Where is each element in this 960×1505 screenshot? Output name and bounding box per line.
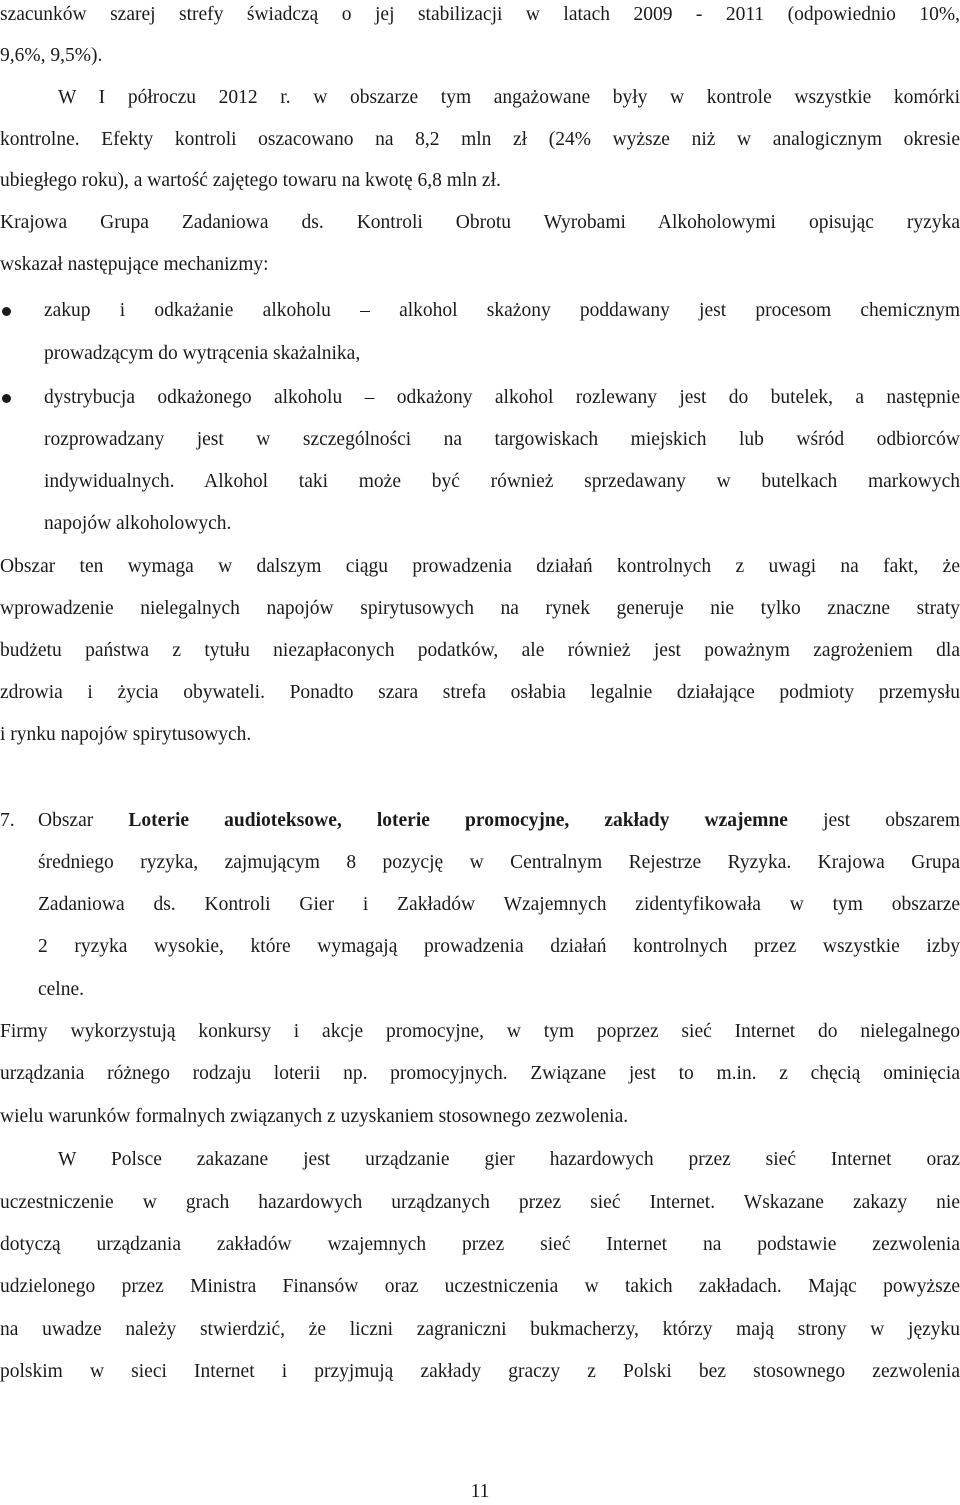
section-line: celne.: [38, 979, 85, 1000]
paragraph-line: ubiegłego roku), a wartość zajętego towaru na kwotę 6,8 mln zł.: [0, 170, 501, 191]
paragraph-line: Krajowa Grupa Zadaniowa ds. Kontroli Obrotu Wyrobami Alkoholowymi opisując ryzyka: [0, 212, 960, 233]
paragraph-line: i rynku napojów spirytusowych.: [0, 724, 252, 745]
bullet-icon: [2, 394, 11, 403]
paragraph-line: W Polsce zakazane jest urządzanie gier hazardowych przez sieć Internet oraz: [58, 1149, 960, 1170]
section-trailing-text: jest obszarem: [823, 810, 960, 831]
bullet-item-line: zakup i odkażanie alkoholu – alkohol skażony poddawany jest procesom chemicznym: [44, 300, 960, 321]
paragraph-line: urządzania różnego rodzaju loterii np. promocyjnych. Związane jest to m.in. z chęcią ominięcia: [0, 1063, 960, 1084]
paragraph-line: wskazał następujące mechanizmy:: [0, 254, 269, 275]
paragraph-line: udzielonego przez Ministra Finansów oraz uczestniczenia w takich zakładach. Mając powyższe: [0, 1276, 960, 1297]
section-title-bold: Loterie audioteksowe, loterie promocyjne, zakłady wzajemne: [128, 810, 788, 831]
paragraph-line: 9,6%, 9,5%).: [0, 45, 103, 66]
paragraph-line: szacunków szarej strefy świadczą o jej stabilizacji w latach 2009 - 2011 (odpowiednio 10%,: [0, 4, 960, 25]
paragraph-line: wielu warunków formalnych związanych z uzyskaniem stosownego zezwolenia.: [0, 1106, 629, 1127]
paragraph-line: na uwadze należy stwierdzić, że liczni zagraniczni bukmacherzy, którzy mają strony w języku: [0, 1319, 960, 1340]
bullet-item-line: napojów alkoholowych.: [44, 513, 232, 534]
page-number: 11: [470, 1481, 490, 1502]
bullet-item-line: indywidualnych. Alkohol taki może być również sprzedawany w butelkach markowych: [44, 471, 960, 492]
paragraph-line: budżetu państwa z tytułu niezapłaconych podatków, ale również jest poważnym zagrożeniem dla: [0, 640, 960, 661]
section-line: średniego ryzyka, zajmującym 8 pozycję w Centralnym Rejestrze Ryzyka. Krajowa Grupa: [38, 852, 960, 873]
paragraph-line: zdrowia i życia obywateli. Ponadto szara strefa osłabia legalnie działające podmioty przemysłu: [0, 682, 960, 703]
paragraph-line: kontrolne. Efekty kontroli oszacowano na 8,2 mln zł (24% wyższe niż w analogicznym okresie: [0, 129, 960, 150]
section-line: Zadaniowa ds. Kontroli Gier i Zakładów Wzajemnych zidentyfikowała w tym obszarze: [38, 894, 960, 915]
paragraph-line: Obszar ten wymaga w dalszym ciągu prowadzenia działań kontrolnych z uwagi na fakt, że: [0, 556, 960, 577]
section-number: 7.: [0, 810, 15, 831]
paragraph-line: polskim w sieci Internet i przyjmują zakłady graczy z Polski bez stosownego zezwolenia: [0, 1361, 960, 1382]
section-intro-text: Obszar: [38, 810, 94, 831]
paragraph-line: Firmy wykorzystują konkursy i akcje promocyjne, w tym poprzez sieć Internet do nielegalnego: [0, 1021, 960, 1042]
paragraph-line: wprowadzenie nielegalnych napojów spirytusowych na rynek generuje nie tylko znaczne straty: [0, 598, 960, 619]
paragraph-line: W I półroczu 2012 r. w obszarze tym angażowane były w kontrole wszystkie komórki: [58, 87, 960, 108]
section-heading-line: [38, 806, 960, 836]
bullet-item-line: dystrybucja odkażonego alkoholu – odkażony alkohol rozlewany jest do butelek, a następnie: [44, 387, 960, 408]
bullet-icon: [2, 307, 11, 316]
paragraph-line: dotyczą urządzania zakładów wzajemnych przez sieć Internet na podstawie zezwolenia: [0, 1234, 960, 1255]
paragraph-line: uczestniczenie w grach hazardowych urządzanych przez sieć Internet. Wskazane zakazy nie: [0, 1192, 960, 1213]
section-line: 2 ryzyka wysokie, które wymagają prowadzenia działań kontrolnych przez wszystkie izby: [38, 936, 960, 957]
bullet-item-line: prowadzącym do wytrącenia skażalnika,: [44, 343, 361, 364]
bullet-item-line: rozprowadzany jest w szczególności na targowiskach miejskich lub wśród odbiorców: [44, 429, 960, 450]
